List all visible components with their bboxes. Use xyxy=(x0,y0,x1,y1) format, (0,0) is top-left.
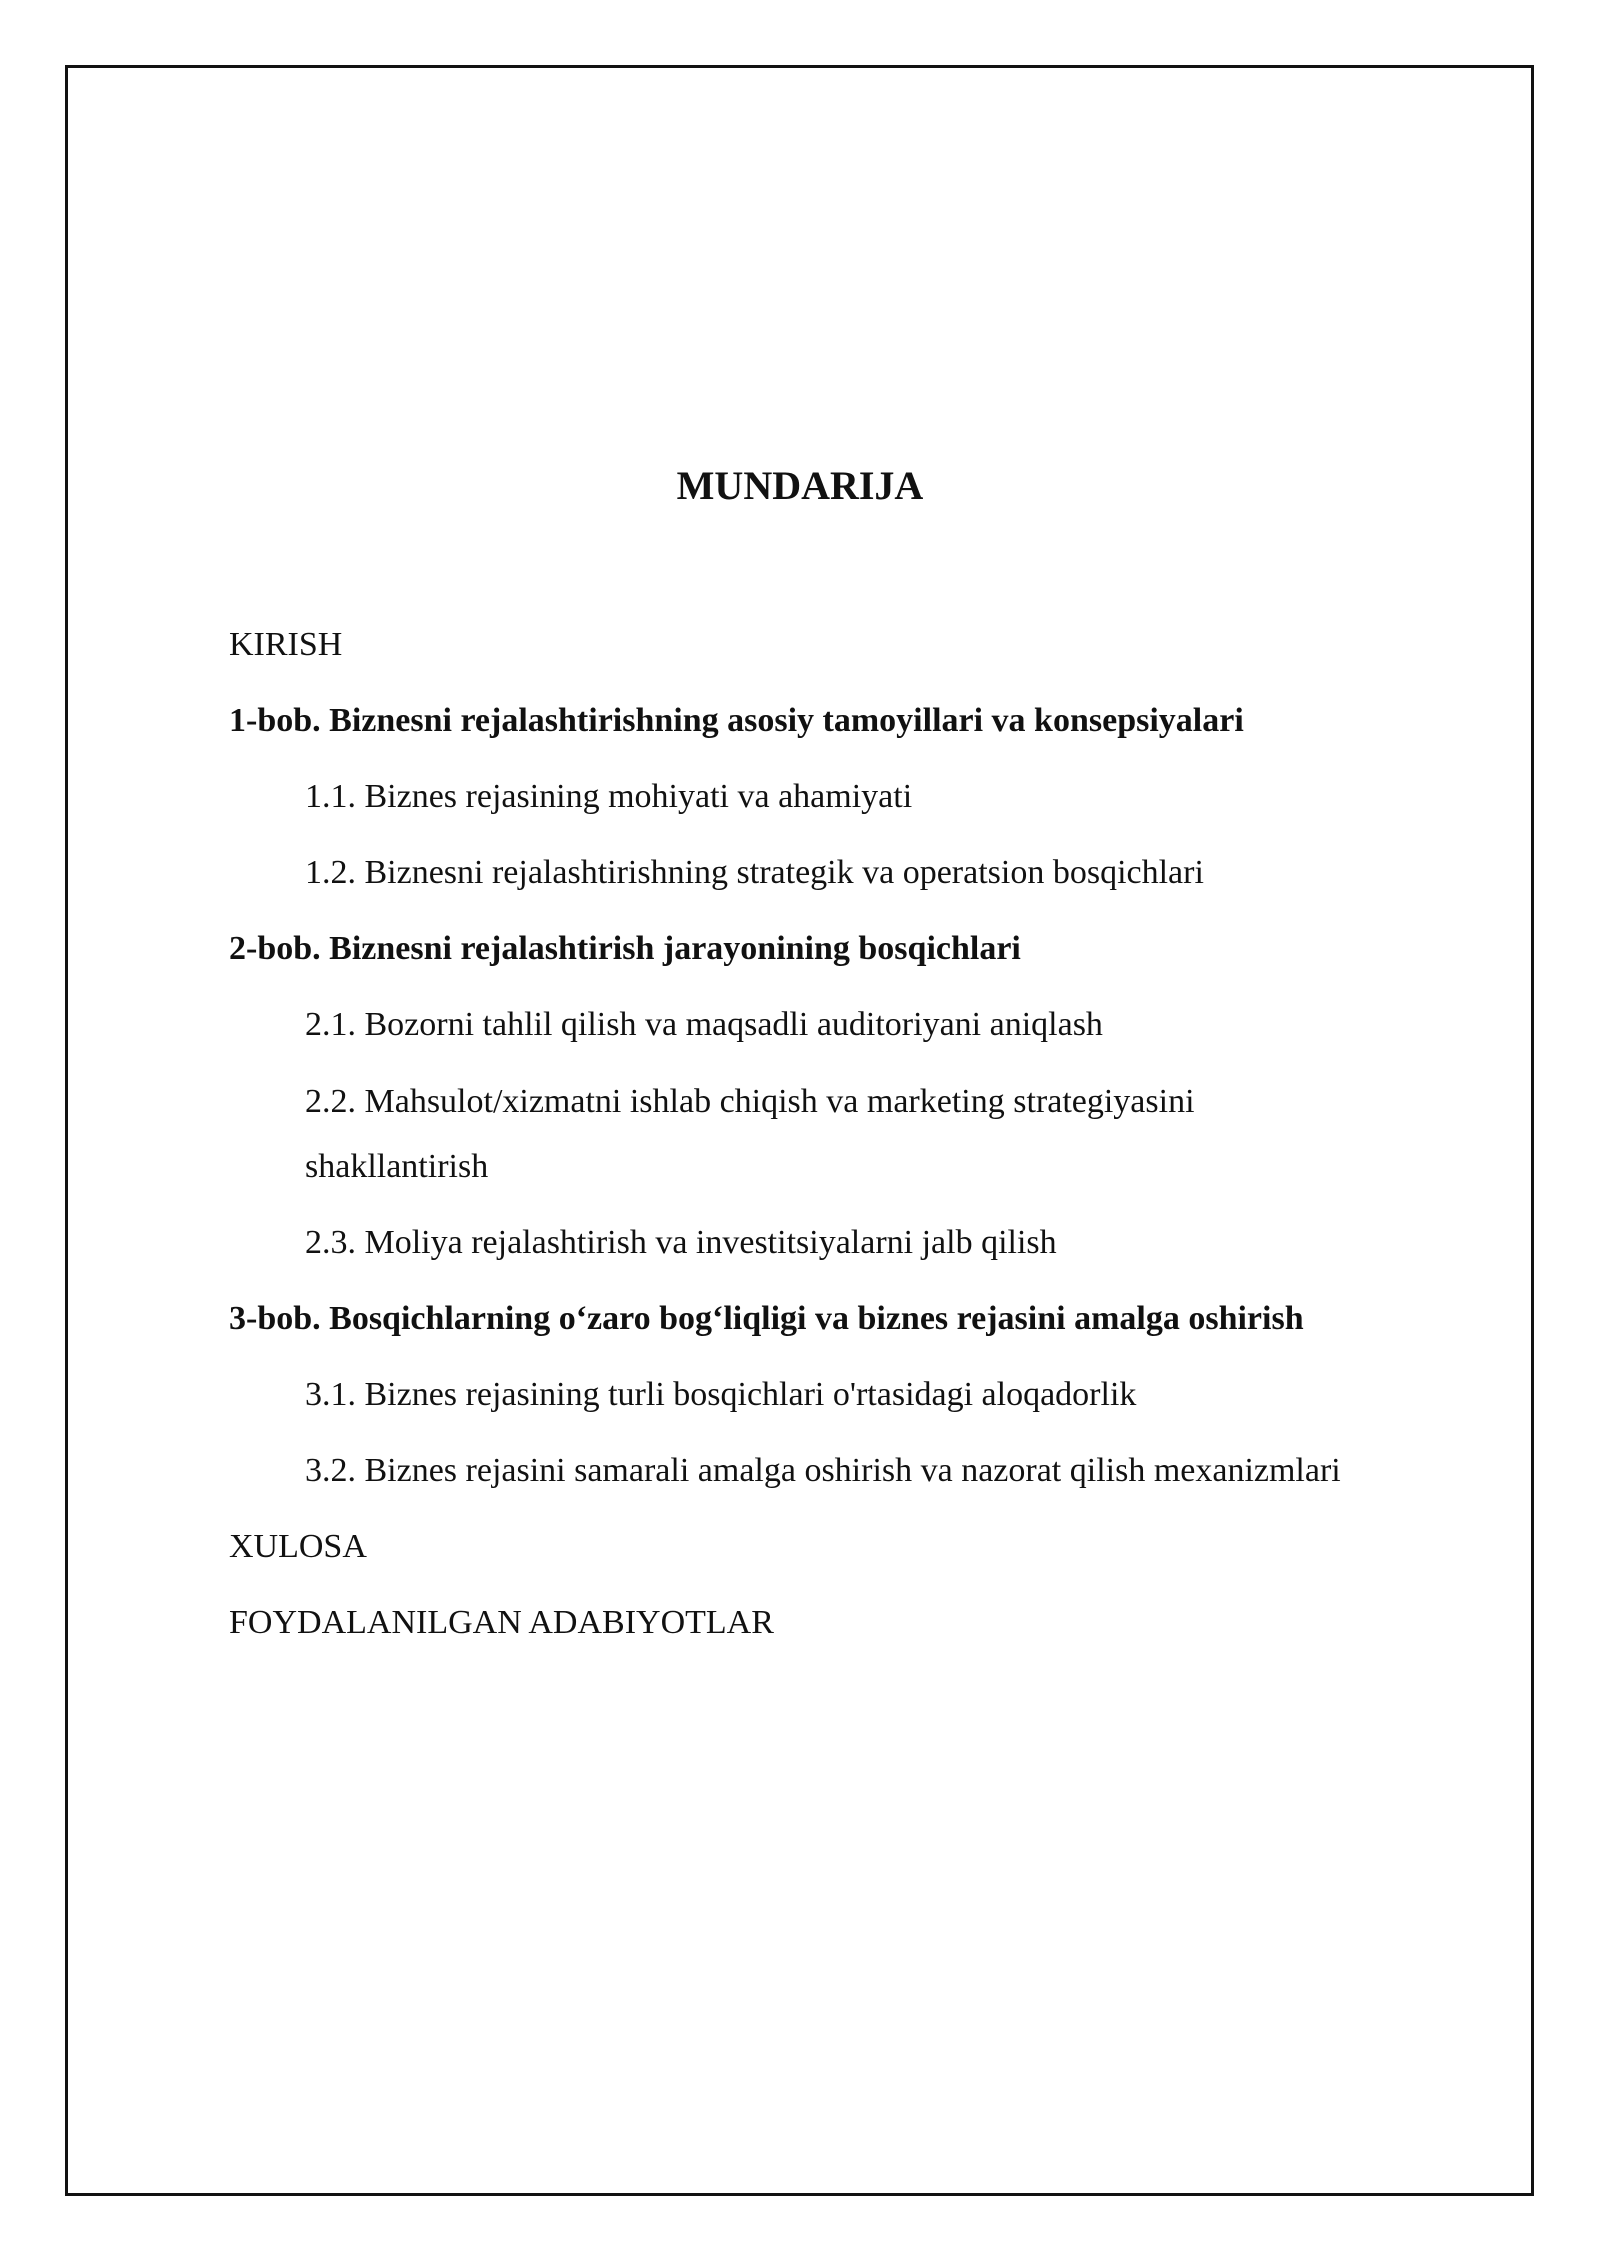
toc-chapter-3: 3-bob. Bosqichlarning o‘zaro bog‘liqligi va biznes rejasini amalga oshirish xyxy=(229,1300,1304,1337)
toc-section-3-1: 3.1. Biznes rejasining turli bosqichlari o'rtasidagi aloqadorlik xyxy=(305,1376,1137,1413)
table-of-contents xyxy=(229,626,1469,1680)
toc-section-2-2: 2.2. Mahsulot/xizmatni ishlab chiqish va marketing strategiyasini shakllantirish xyxy=(305,1083,1195,1185)
page-title: MUNDARIJA xyxy=(676,463,924,508)
toc-section-3-2: 3.2. Biznes rejasini samarali amalga oshirish va nazorat qilish mexanizmlari xyxy=(305,1452,1341,1489)
toc-section-1-1: 1.1. Biznes rejasining mohiyati va ahamiyati xyxy=(305,778,913,815)
toc-section-1-2: 1.2. Biznesni rejalashtirishning strategik va operatsion bosqichlari xyxy=(305,854,1204,891)
toc-section-2-3: 2.3. Moliya rejalashtirish va investitsiyalarni jalb qilish xyxy=(305,1224,1057,1261)
toc-item-xulosa: XULOSA xyxy=(229,1528,367,1565)
toc-section-2-1: 2.1. Bozorni tahlil qilish va maqsadli auditoriyani aniqlash xyxy=(305,1006,1103,1043)
toc-item-kirish: KIRISH xyxy=(229,626,343,663)
toc-item-adabiyotlar: FOYDALANILGAN ADABIYOTLAR xyxy=(229,1604,774,1641)
toc-chapter-1: 1-bob. Biznesni rejalashtirishning asosiy tamoyillari va konsepsiyalari xyxy=(229,702,1244,739)
toc-chapter-2: 2-bob. Biznesni rejalashtirish jarayonining bosqichlari xyxy=(229,930,1021,967)
